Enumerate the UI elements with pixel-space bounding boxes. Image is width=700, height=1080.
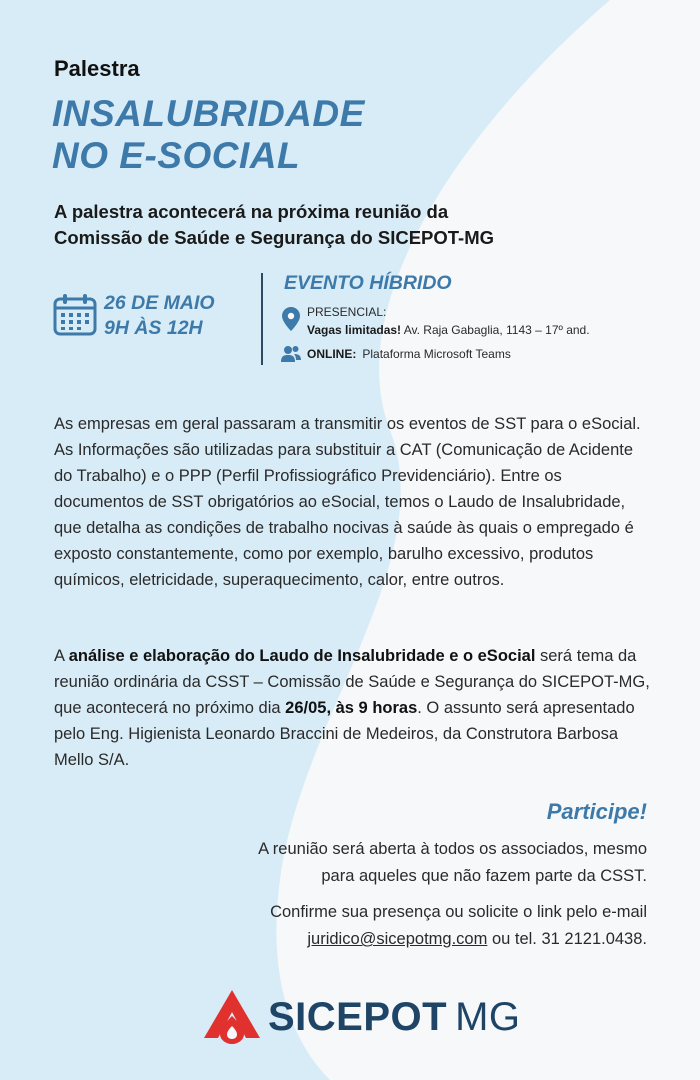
logo-brand: SICEPOT [268, 995, 448, 1039]
closing-line-2: para aqueles que não fazem parte da CSST. [321, 867, 647, 885]
sicepot-logo-text [268, 994, 521, 1040]
phone-text: ou tel. 31 2121.0438. [487, 930, 647, 948]
p2-part-b: será tema da reunião ordinária da CSST – Comissão de Saúde e Segurança do SICEPOT-MG, que acontecerá no próximo dia [54, 647, 650, 717]
closing-line-3: Confirme sua presença ou solicite o link pelo e-mail [270, 903, 647, 921]
online-label: ONLINE: [307, 347, 357, 361]
vagas-label: Vagas limitadas! [307, 323, 402, 337]
presencial-label: PRESENCIAL: [307, 305, 387, 319]
sicepot-logo-icon [200, 988, 264, 1046]
p2-part-c: . O assunto será apresentado pelo Eng. Higienista Leonardo Braccini de Medeiros, da Construtora Barbosa Mello S/A. [54, 699, 635, 769]
description-paragraph-2 [54, 643, 654, 773]
calendar-icon [53, 294, 97, 336]
event-date: 26 DE MAIO [104, 292, 215, 314]
intro-line-2: Comissão de Saúde e Segurança do SICEPOT-MG [54, 227, 494, 248]
description-paragraph-1: As empresas em geral passaram a transmitir os eventos de SST para o eSocial. As Informações são utilizadas para substituir a CAT (Comunicação de Acidente do Trabalho) e o PPP (Perfil Profissiográfico Previdenciário). Entre os documentos de SST obrigatórios ao eSocial, temos o Laudo de Insalubridade, que detalha as condições de trabalho nocivas à saúde às quais o empregado é exposto constantemente, como por exemplo, barulho excessivo, produtos químicos, eletricidade, superaquecimento, calor, entre outros. [54, 415, 641, 589]
closing-open-text [167, 836, 647, 890]
intro-line-1: A palestra acontecerá na próxima reunião da [54, 201, 449, 222]
presencial-details [307, 321, 590, 339]
p2-part-a: A [54, 647, 69, 665]
participe-heading: Participe! [546, 799, 647, 824]
email-link[interactable]: juridico@sicepotmg.com [307, 930, 488, 948]
online-info [307, 347, 511, 361]
closing-line-1: A reunião será aberta à todos os associados, mesmo [258, 840, 647, 858]
kicker: Palestra [54, 56, 140, 81]
vertical-divider [261, 273, 263, 365]
title-line-1: INSALUBRIDADE [52, 93, 365, 134]
p2-bold-topic: análise e elaboração do Laudo de Insalubridade e o eSocial [68, 647, 536, 665]
event-time: 9H ÀS 12H [104, 317, 203, 339]
closing-contact-text [167, 899, 647, 953]
logo-region: MG [455, 995, 521, 1039]
p2-bold-date: 26/05, às 9 horas [285, 699, 418, 717]
people-icon [281, 345, 301, 363]
event-date-time [104, 291, 215, 341]
online-platform: Plataforma Microsoft Teams [362, 347, 511, 361]
presencial-info [307, 303, 590, 339]
intro-text [54, 199, 614, 251]
event-type-title: EVENTO HÍBRIDO [284, 272, 452, 294]
location-pin-icon [282, 307, 300, 331]
contact-line [167, 926, 647, 953]
title-line-2: NO E-SOCIAL [52, 135, 301, 176]
page-title [52, 93, 365, 177]
event-address: Av. Raja Gabaglia, 1143 – 17º and. [403, 323, 590, 337]
